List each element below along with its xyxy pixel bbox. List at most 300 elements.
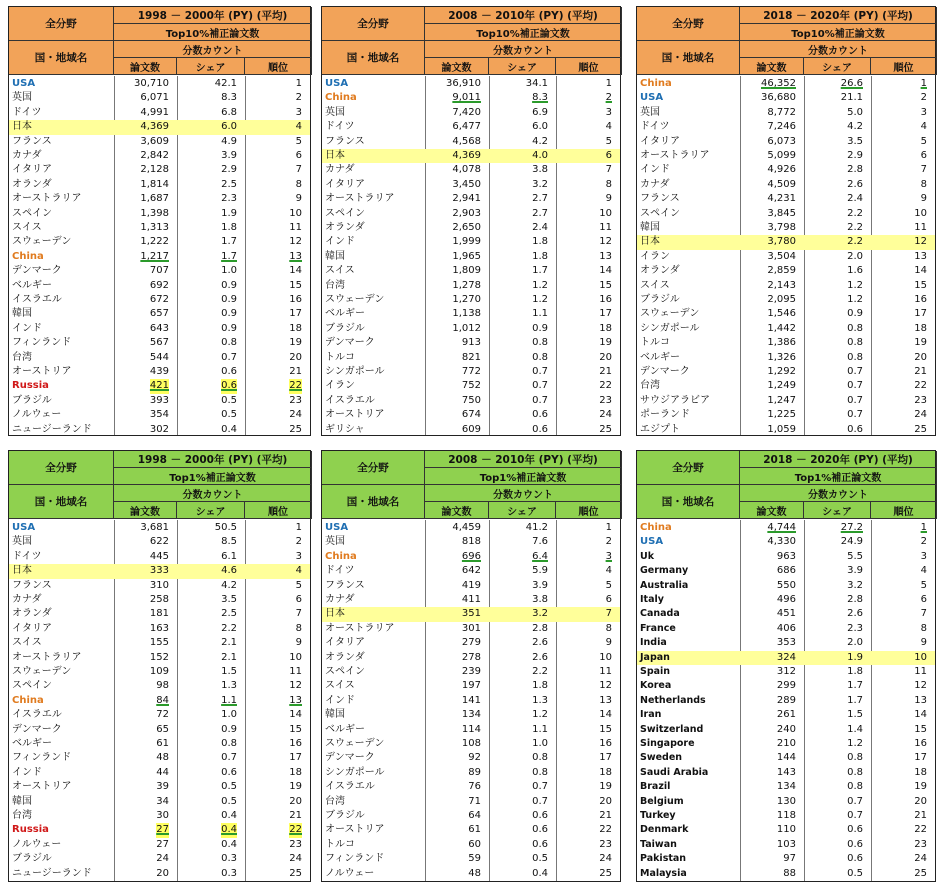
share-value: 2.8 [532, 622, 548, 634]
share-value: 2.8 [847, 594, 863, 605]
rank-value: 15 [914, 723, 927, 735]
share-value: 0.8 [847, 337, 863, 349]
share-value: 1.8 [532, 250, 548, 262]
table-row [322, 838, 620, 852]
paper-count: 48 [156, 752, 169, 764]
rank-value: 13 [914, 694, 927, 706]
table-row [637, 679, 935, 693]
country-name: オーストラリア [12, 651, 82, 663]
share-value: 3.8 [532, 594, 548, 605]
paper-count: 567 [149, 337, 169, 349]
share-value: 50.5 [214, 522, 237, 533]
rank-value: 6 [295, 594, 302, 605]
table-row [9, 723, 310, 737]
share-value: 1.2 [532, 279, 548, 291]
paper-count: 114 [461, 723, 481, 735]
table-row [9, 751, 310, 765]
rank-value: 20 [914, 795, 927, 807]
header-rank: 順位 [556, 58, 622, 75]
country-name: オランダ [12, 608, 52, 620]
table-row [637, 207, 935, 221]
rank-value: 7 [295, 608, 302, 620]
table-row [322, 91, 620, 105]
paper-count: 3,845 [767, 207, 796, 219]
table-row [637, 579, 935, 593]
rank-value: 5 [295, 579, 302, 591]
table-row [637, 322, 935, 336]
rank-value: 24 [914, 409, 927, 421]
table-row [637, 607, 935, 621]
paper-count: 4,369 [452, 150, 481, 161]
share-value: 2.7 [532, 193, 548, 205]
paper-count: 59 [468, 853, 481, 865]
rank-value: 12 [599, 680, 612, 692]
paper-count: 299 [776, 680, 796, 692]
ranking-table [636, 6, 936, 436]
share-value: 0.8 [532, 337, 548, 349]
paper-count: 65 [156, 723, 169, 735]
rank-value: 24 [289, 853, 302, 865]
paper-count: 92 [468, 752, 481, 764]
country-name: カナダ [325, 164, 355, 176]
rank-value: 9 [920, 193, 927, 205]
country-name: デンマーク [325, 337, 375, 349]
table-row [637, 120, 935, 134]
table-row [322, 235, 620, 249]
rank-value: 1 [295, 522, 302, 533]
share-value: 1.0 [221, 265, 237, 277]
table-row [9, 593, 310, 607]
country-name: デンマーク [12, 723, 62, 735]
rank-value: 18 [914, 322, 927, 334]
paper-count: 76 [468, 781, 481, 793]
rank-value: 20 [599, 795, 612, 807]
country-name: Singapore [640, 738, 695, 749]
paper-count: 963 [776, 550, 796, 562]
table-row [9, 120, 310, 134]
paper-count: 772 [461, 366, 481, 377]
table-row [637, 221, 935, 235]
rank-value: 22 [914, 380, 927, 392]
rank-value: 4 [920, 565, 927, 577]
rank-value: 10 [289, 207, 302, 219]
country-name: Sweden [640, 752, 683, 764]
share-value: 0.9 [221, 723, 237, 735]
rank-value: 3 [295, 106, 302, 118]
paper-count: 134 [461, 709, 481, 721]
table-row [637, 264, 935, 278]
paper-count: 1,326 [767, 351, 796, 363]
rank-value: 10 [599, 207, 612, 219]
header-share: シェア [804, 502, 871, 519]
table-row [322, 279, 620, 293]
country-name: ベルギー [12, 738, 52, 749]
table-row [9, 351, 310, 365]
table-row [9, 766, 310, 780]
header-country: 国・地域名 [9, 41, 114, 75]
paper-count: 210 [776, 738, 796, 749]
paper-count: 1,398 [140, 207, 169, 219]
table-row [9, 264, 310, 278]
country-name: India [640, 637, 667, 649]
share-value: 0.7 [532, 366, 548, 377]
table-row [637, 694, 935, 708]
rank-value: 22 [289, 823, 302, 837]
paper-count: 4,568 [452, 135, 481, 147]
country-name: 韓国 [325, 250, 345, 262]
table-row [637, 250, 935, 264]
paper-count: 302 [149, 423, 169, 435]
country-name: China [12, 694, 44, 706]
paper-count: 258 [149, 594, 169, 605]
paper-count: 97 [783, 853, 796, 865]
share-value: 1.7 [221, 250, 237, 262]
country-name: フランス [12, 579, 52, 591]
rank-value: 16 [289, 294, 302, 305]
table-row [322, 120, 620, 134]
country-name: カナダ [12, 150, 42, 161]
share-value: 0.7 [847, 394, 863, 406]
country-name: 台湾 [325, 795, 345, 807]
country-name: 日本 [12, 121, 32, 133]
share-value: 0.4 [221, 423, 237, 435]
table-row [9, 579, 310, 593]
paper-count: 4,926 [767, 164, 796, 176]
table-row [637, 106, 935, 120]
table-row [637, 665, 935, 679]
paper-count: 3,798 [767, 222, 796, 233]
share-value: 0.8 [847, 766, 863, 778]
country-name: オランダ [325, 651, 365, 663]
share-value: 3.2 [532, 608, 548, 620]
share-value: 0.7 [532, 795, 548, 807]
paper-count: 134 [776, 781, 796, 793]
table-row [9, 867, 310, 881]
header-indicator: Top10%補正論文数 [425, 24, 622, 41]
table-row [9, 293, 310, 307]
rank-value: 8 [295, 178, 302, 190]
table-row [637, 636, 935, 650]
table-row [637, 77, 935, 91]
table-row [637, 780, 935, 794]
country-name: スペイン [325, 207, 365, 219]
table-row [9, 607, 310, 621]
table-row [9, 809, 310, 823]
table-row [637, 521, 935, 535]
rank-value: 9 [295, 637, 302, 649]
rank-value: 20 [289, 351, 302, 363]
paper-count: 103 [776, 838, 796, 850]
country-name: ブラジル [325, 322, 365, 334]
share-value: 1.1 [221, 694, 237, 706]
paper-count: 163 [149, 622, 169, 634]
rank-value: 14 [914, 265, 927, 277]
rank-value: 3 [605, 550, 612, 562]
share-value: 42.1 [214, 78, 237, 89]
rank-value: 1 [605, 78, 612, 89]
share-value: 1.3 [532, 694, 548, 706]
table-row [322, 394, 620, 408]
paper-count: 64 [468, 810, 481, 821]
table-row [322, 622, 620, 636]
paper-count: 4,744 [767, 522, 796, 533]
header-share: シェア [804, 58, 871, 75]
paper-count: 108 [461, 738, 481, 749]
table-row [9, 135, 310, 149]
paper-count: 496 [776, 594, 796, 605]
rank-value: 11 [289, 222, 302, 233]
table-row [322, 535, 620, 549]
paper-count: 1,814 [140, 178, 169, 190]
paper-count: 2,859 [767, 265, 796, 277]
share-value: 2.3 [221, 193, 237, 205]
table-row [9, 737, 310, 751]
country-name: デンマーク [640, 366, 690, 377]
paper-count: 333 [149, 565, 169, 577]
country-name: 英国 [640, 106, 660, 118]
paper-count: 110 [776, 824, 796, 836]
share-value: 0.7 [221, 351, 237, 363]
share-value: 1.0 [221, 709, 237, 721]
paper-count: 181 [149, 608, 169, 620]
header-country: 国・地域名 [637, 41, 740, 75]
share-value: 7.6 [532, 536, 548, 548]
country-name: ブラジル [12, 853, 52, 865]
rank-value: 2 [605, 92, 612, 104]
country-name: イラン [325, 380, 355, 392]
share-value: 2.2 [532, 666, 548, 677]
rank-value: 20 [914, 351, 927, 363]
paper-count: 419 [461, 579, 481, 591]
table-row [322, 351, 620, 365]
paper-count: 89 [468, 766, 481, 778]
share-value: 5.5 [847, 550, 863, 562]
table-row [322, 766, 620, 780]
country-name: イタリア [12, 622, 52, 634]
table-row [9, 235, 310, 249]
paper-count: 144 [776, 752, 796, 764]
rank-value: 25 [599, 867, 612, 879]
country-name: 英国 [325, 106, 345, 118]
paper-count: 7,246 [767, 121, 796, 133]
table-row [9, 852, 310, 866]
country-name: Australia [640, 579, 689, 591]
rank-value: 21 [289, 366, 302, 377]
table-row [9, 622, 310, 636]
table-row [637, 336, 935, 350]
share-value: 2.1 [221, 651, 237, 663]
table-row [322, 307, 620, 321]
country-name: オーストリア [325, 824, 385, 836]
share-value: 1.8 [532, 680, 548, 692]
share-value: 3.5 [221, 594, 237, 605]
rank-value: 25 [289, 867, 302, 879]
share-value: 2.2 [847, 207, 863, 219]
share-value: 2.6 [847, 608, 863, 620]
paper-count: 643 [149, 322, 169, 334]
paper-count: 1,247 [767, 394, 796, 406]
country-name: Saudi Arabia [640, 766, 709, 778]
paper-count: 674 [461, 409, 481, 421]
header-period: 2018 － 2020年 (PY) (平均) [740, 7, 937, 24]
share-value: 0.9 [221, 294, 237, 305]
rank-value: 18 [599, 766, 612, 778]
country-name: Japan [640, 651, 670, 663]
rank-value: 4 [295, 121, 302, 133]
paper-count: 1,278 [452, 279, 481, 291]
table-row [637, 379, 935, 393]
table-row [9, 307, 310, 321]
rank-value: 3 [295, 550, 302, 562]
paper-count: 451 [776, 608, 796, 620]
share-value: 3.9 [532, 579, 548, 591]
header-period: 2008 － 2010年 (PY) (平均) [425, 7, 622, 24]
share-value: 2.2 [221, 622, 237, 634]
rank-value: 19 [289, 337, 302, 349]
share-value: 1.7 [847, 694, 863, 706]
country-name: スペイン [325, 666, 365, 677]
header-field: 全分野 [637, 451, 740, 485]
country-name: 韓国 [12, 795, 32, 807]
country-name: Germany [640, 565, 689, 577]
country-name: フランス [325, 579, 365, 591]
rank-value: 25 [599, 423, 612, 435]
country-name: エジプト [640, 423, 680, 435]
rank-value: 10 [914, 207, 927, 219]
rank-value: 5 [605, 135, 612, 147]
table-row [637, 852, 935, 866]
table-row [322, 607, 620, 621]
table-row [637, 751, 935, 765]
country-name: イタリア [325, 637, 365, 649]
share-value: 2.5 [221, 178, 237, 190]
table-row [322, 365, 620, 379]
paper-count: 1,217 [140, 250, 169, 262]
country-name: 台湾 [325, 279, 345, 291]
table-row [637, 279, 935, 293]
table-row [9, 708, 310, 722]
table-row [322, 751, 620, 765]
paper-count: 152 [149, 651, 169, 663]
table-header [322, 7, 620, 75]
country-name: デンマーク [12, 265, 62, 277]
table-row [322, 694, 620, 708]
table-row [322, 521, 620, 535]
country-name: 英国 [325, 536, 345, 548]
country-name: スウェーデン [325, 294, 385, 305]
header-share: シェア [177, 58, 245, 75]
table-row [9, 651, 310, 665]
share-value: 27.2 [840, 522, 863, 533]
table-row [9, 838, 310, 852]
rank-value: 19 [914, 781, 927, 793]
rank-value: 20 [289, 795, 302, 807]
paper-count: 279 [461, 637, 481, 649]
share-value: 0.3 [221, 867, 237, 879]
paper-count: 1,999 [452, 236, 481, 248]
rank-value: 4 [605, 121, 612, 133]
country-name: Russia [12, 824, 49, 836]
header-country: 国・地域名 [637, 485, 740, 519]
table-row [322, 322, 620, 336]
paper-count: 39 [156, 781, 169, 793]
share-value: 3.8 [532, 164, 548, 176]
country-name: USA [12, 78, 36, 89]
share-value: 3.9 [847, 565, 863, 577]
rank-value: 6 [920, 594, 927, 605]
country-name: インド [325, 694, 355, 706]
rank-value: 22 [289, 379, 302, 393]
share-value: 1.2 [847, 294, 863, 305]
table-row [9, 250, 310, 264]
paper-count: 98 [156, 680, 169, 692]
share-value: 3.9 [221, 150, 237, 161]
rank-value: 24 [599, 409, 612, 421]
share-value: 1.4 [847, 723, 863, 735]
table-row [637, 192, 935, 206]
country-name: フランス [12, 135, 52, 147]
country-name: フィンランド [12, 752, 72, 764]
rank-value: 15 [289, 723, 302, 735]
table-row [637, 394, 935, 408]
table-row [322, 293, 620, 307]
share-value: 1.2 [847, 279, 863, 291]
paper-count: 30 [156, 810, 169, 821]
country-name: Pakistan [640, 853, 687, 865]
share-value: 0.5 [847, 867, 863, 879]
rank-value: 14 [599, 709, 612, 721]
header-country: 国・地域名 [322, 41, 425, 75]
share-value: 2.6 [847, 178, 863, 190]
rank-value: 24 [289, 409, 302, 421]
table-row [637, 307, 935, 321]
country-name: イスラエル [12, 709, 62, 721]
country-name: China [325, 92, 357, 104]
share-value: 2.1 [221, 637, 237, 649]
rank-value: 13 [599, 250, 612, 262]
paper-count: 642 [461, 565, 481, 577]
share-value: 2.6 [532, 651, 548, 663]
share-value: 0.6 [221, 766, 237, 778]
rank-value: 25 [914, 423, 927, 435]
share-value: 0.5 [221, 394, 237, 406]
country-name: ベルギー [325, 723, 365, 735]
share-value: 0.6 [532, 409, 548, 421]
header-papers: 論文数 [114, 502, 177, 519]
paper-count: 155 [149, 637, 169, 649]
rank-value: 5 [295, 135, 302, 147]
country-name: 韓国 [325, 709, 345, 721]
paper-count: 109 [149, 666, 169, 677]
share-value: 2.8 [847, 164, 863, 176]
country-name: トルコ [640, 337, 670, 349]
table-row [9, 423, 310, 437]
paper-count: 439 [149, 366, 169, 377]
table-row [9, 77, 310, 91]
country-name: USA [325, 78, 349, 89]
rank-value: 10 [599, 651, 612, 663]
rank-value: 5 [920, 135, 927, 147]
table-row [9, 564, 310, 578]
paper-count: 609 [461, 423, 481, 435]
header-rank: 順位 [556, 502, 622, 519]
rank-value: 17 [914, 308, 927, 320]
share-value: 2.5 [221, 608, 237, 620]
country-name: フィンランド [325, 853, 385, 865]
table-row [9, 365, 310, 379]
country-name: スペイン [12, 207, 52, 219]
paper-count: 5,099 [767, 150, 796, 161]
